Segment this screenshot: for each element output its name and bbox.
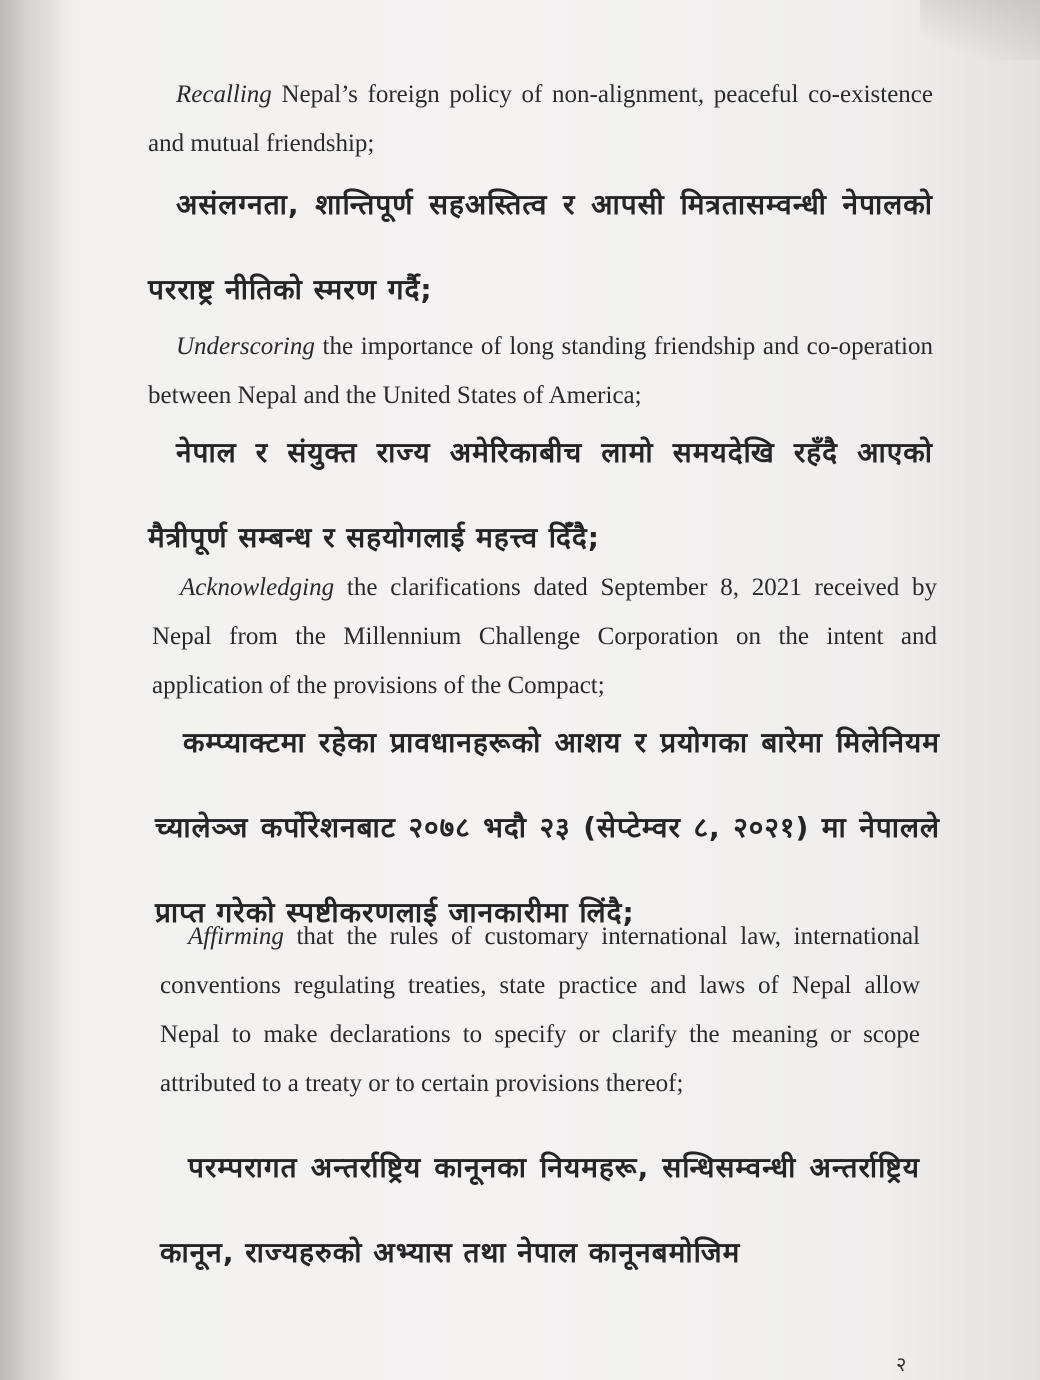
paragraph-affirming bbox=[160, 912, 920, 1108]
paragraph-underscoring bbox=[148, 322, 933, 420]
page-number: २ bbox=[896, 1352, 907, 1376]
paragraph-text: that the rules of customary international law, international conventions regulating treaties, state practice and laws of Nepal allow Nepal to make declarations to specify or clarify the meaning or scope attributed to a treaty or to certain provisions thereof; bbox=[160, 923, 920, 1097]
paragraph-recalling-nepali: असंलग्नता, शान्तिपूर्ण सहअस्तित्व र आपसी मित्रतासम्वन्धी नेपालको परराष्ट्र नीतिको स्मरण गर्दै; bbox=[148, 188, 933, 306]
paragraph-acknowledging bbox=[152, 563, 937, 710]
paragraph-underscoring-nepali: नेपाल र संयुक्त राज्य अमेरिकाबीच लामो समयदेखि रहँदै आएको मैत्रीपूर्ण सम्बन्ध र सहयोगलाई महत्त्व दिँदै; bbox=[148, 436, 933, 554]
paragraph-affirming-nepali: परम्परागत अन्तर्राष्ट्रिय कानूनका नियमहरू, सन्धिसम्वन्धी अन्तर्राष्ट्रिय कानून, राज्यहरुको अभ्यास तथा नेपाल कानूनबमोजिम bbox=[160, 1151, 920, 1269]
lead-word: Recalling bbox=[176, 81, 272, 108]
lead-word: Underscoring bbox=[176, 333, 315, 360]
lead-word: Affirming bbox=[188, 923, 284, 950]
paragraph-text: Nepal’s foreign policy of non-alignment, peaceful co-existence and mutual friendship; bbox=[148, 81, 933, 157]
paragraph-text: the clarifications dated September 8, 2021 received by Nepal from the Millennium Challenge Corporation on the intent and application of the provisions of the Compact; bbox=[152, 574, 937, 699]
paragraph-text: the importance of long standing friendship and co-operation between Nepal and the United States of America; bbox=[148, 333, 933, 409]
corner-shadow bbox=[920, 0, 1040, 60]
paragraph-recalling bbox=[148, 70, 933, 168]
page-edge-shadow bbox=[0, 0, 70, 1380]
paragraph-acknowledging-nepali: कम्प्याक्टमा रहेका प्रावधानहरूको आशय र प्रयोगका बारेमा मिलेनियम च्यालेञ्ज कर्पोरेशनबाट २०७८ भदौ २३ (सेप्टेम्वर ८, २०२१) मा नेपालले प्राप्त गरेको स्पष्टीकरणलाई जानकारीमा लिंदै; bbox=[155, 726, 940, 929]
lead-word: Acknowledging bbox=[180, 574, 335, 601]
